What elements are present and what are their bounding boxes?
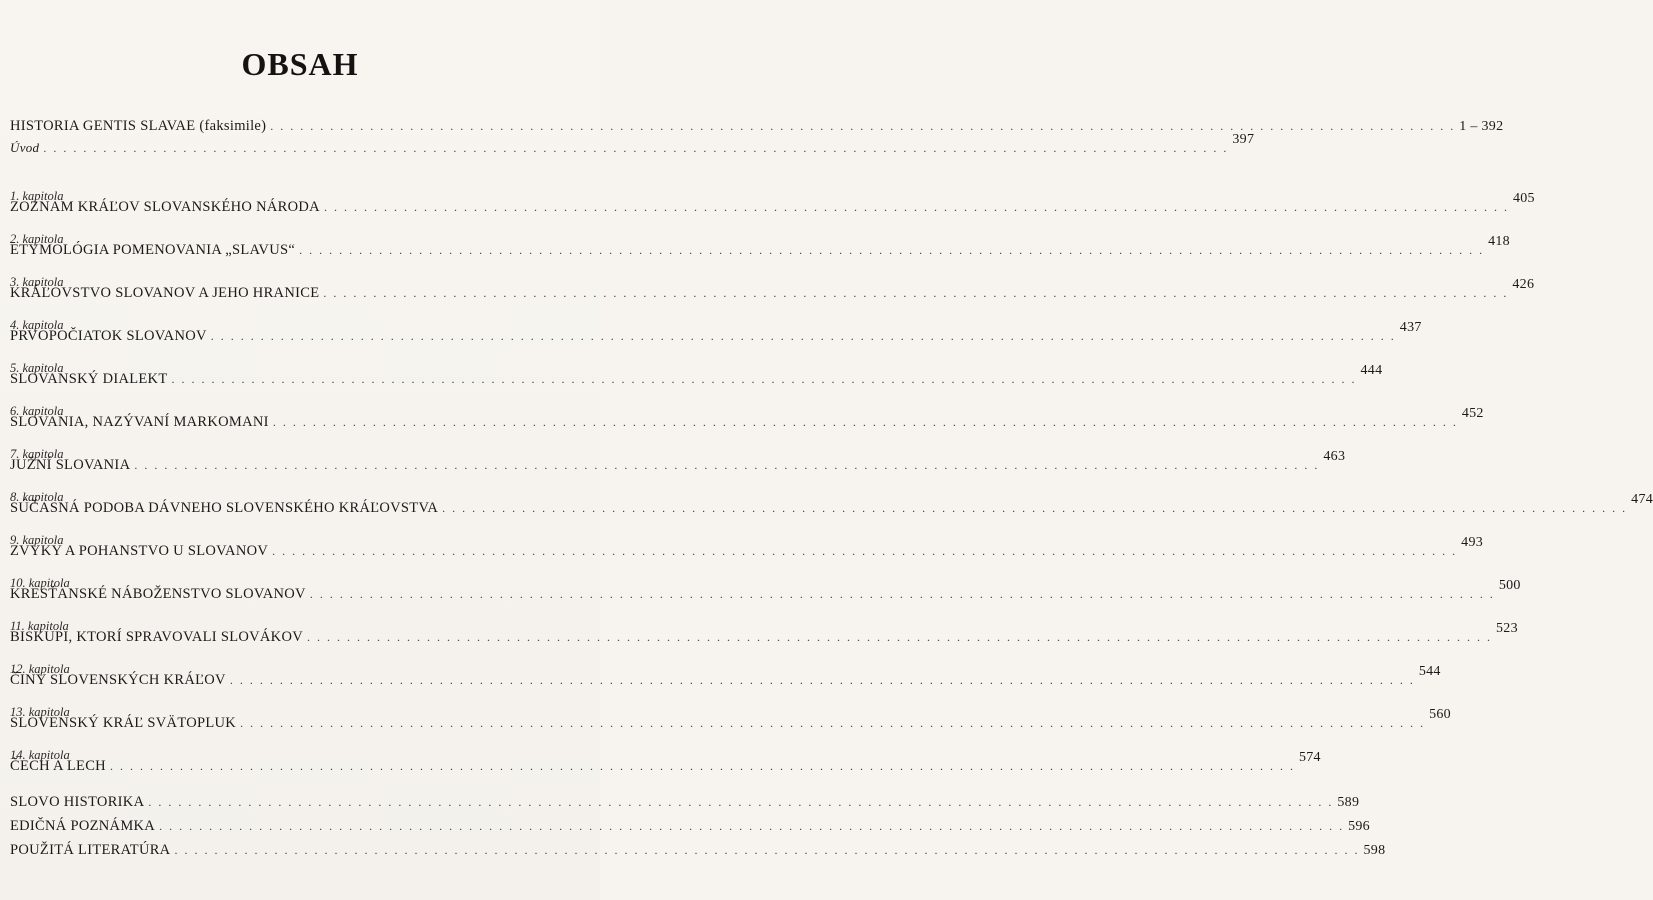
- chapter-title: ČINY SLOVENSKÝCH KRÁĽOV: [10, 672, 226, 688]
- toc-chapter-entry: [10, 661, 1441, 704]
- dot-leader: [324, 200, 1509, 215]
- dot-leader: [310, 587, 1495, 602]
- chapter-title: KRÁĽOVSTVO SLOVANOV A JEHO HRANICE: [10, 285, 320, 301]
- chapter-label: 13. kapitola: [10, 705, 70, 719]
- entry-title: POUŽITÁ LITERATÚRA: [10, 842, 171, 858]
- dot-leader: [211, 329, 1396, 344]
- toc-entry-page: 397: [1232, 132, 1255, 147]
- chapter-title: SLOVANIA, NAZÝVANÍ MARKOMANI: [10, 414, 269, 430]
- chapter-title: ČECH A LECH: [10, 758, 106, 774]
- chapter-page: 560: [1429, 707, 1451, 722]
- chapter-label: 5. kapitola: [10, 361, 64, 375]
- toc-chapter-entry: [10, 618, 1518, 661]
- toc-chapter-entry: [10, 274, 1535, 317]
- chapter-label: 10. kapitola: [10, 576, 70, 590]
- chapter-page: 418: [1488, 234, 1510, 249]
- dot-leader: [270, 119, 1455, 134]
- dot-leader: [148, 790, 1333, 814]
- chapter-page: 452: [1461, 406, 1484, 421]
- chapter-page: 493: [1461, 535, 1484, 550]
- toc-back-matter-entry: [10, 790, 1360, 814]
- dot-leader: [134, 458, 1319, 473]
- entry-page: 598: [1363, 843, 1386, 858]
- toc-chapter-entry: [10, 188, 1535, 231]
- dot-leader: [240, 716, 1425, 731]
- toc-back-matter-entry: [10, 814, 1370, 838]
- chapter-title: JUŽNÍ SLOVANIA: [10, 457, 131, 473]
- chapter-label: 12. kapitola: [10, 662, 70, 676]
- entry-title: SLOVO HISTORIKA: [10, 794, 145, 810]
- table-of-contents: [10, 118, 1653, 862]
- page-title: OBSAH: [241, 46, 359, 82]
- chapter-label: 4. kapitola: [10, 318, 64, 332]
- chapter-title: PRVOPOČIATOK SLOVANOV: [10, 328, 207, 344]
- chapter-page: 437: [1399, 320, 1422, 335]
- dot-leader: [273, 415, 1458, 430]
- chapter-title: SÚČASNÁ PODOBA DÁVNEHO SLOVENSKÉHO KRÁĽOVSTVA: [10, 500, 439, 516]
- dot-leader: [43, 141, 1228, 156]
- chapter-title: SLOVENSKÝ KRÁĽ SVÄTOPLUK: [10, 715, 237, 731]
- chapter-label: 7. kapitola: [10, 447, 64, 461]
- chapter-label: 9. kapitola: [10, 533, 64, 547]
- dot-leader: [323, 286, 1508, 301]
- chapter-title: ZVYKY A POHANSTVO U SLOVANOV: [10, 543, 269, 559]
- toc-entry-title: HISTORIA GENTIS SLAVAE (faksimile): [10, 118, 267, 134]
- toc-entry-facsimile: [10, 118, 1504, 135]
- toc-chapter-entry: [10, 575, 1521, 618]
- dot-leader: [299, 243, 1484, 258]
- dot-leader: [442, 501, 1627, 516]
- toc-chapter-entry: [10, 747, 1321, 790]
- chapter-page: 523: [1496, 621, 1518, 636]
- toc-entry-intro: [10, 132, 1255, 188]
- entry-page: 589: [1337, 795, 1360, 810]
- chapter-label: 2. kapitola: [10, 232, 64, 246]
- chapter-page: 500: [1498, 578, 1521, 593]
- toc-entry-page: 1 – 392: [1459, 119, 1504, 134]
- dot-leader: [159, 814, 1344, 838]
- chapter-page: 574: [1298, 750, 1321, 765]
- chapter-title: SLOVANSKÝ DIALEKT: [10, 371, 168, 387]
- toc-chapter-entry: [10, 446, 1346, 489]
- chapter-page: 474: [1631, 492, 1653, 507]
- dot-leader: [110, 759, 1295, 774]
- dot-leader: [272, 544, 1457, 559]
- chapter-list: [10, 188, 1653, 790]
- toc-chapter-entry: [10, 532, 1484, 575]
- toc-chapter-entry: [10, 704, 1451, 747]
- chapter-label: 8. kapitola: [10, 490, 64, 504]
- chapter-label: 3. kapitola: [10, 275, 64, 289]
- chapter-title: ZOZNAM KRÁĽOV SLOVANSKÉHO NÁRODA: [10, 199, 320, 215]
- chapter-page: 463: [1323, 449, 1346, 464]
- chapter-label: 6. kapitola: [10, 404, 64, 418]
- dot-leader: [174, 838, 1359, 862]
- dot-leader: [307, 630, 1492, 645]
- toc-chapter-entry: [10, 403, 1484, 446]
- toc-entry-title: Úvod: [10, 140, 40, 155]
- entry-title: EDIČNÁ POZNÁMKA: [10, 818, 156, 834]
- chapter-page: 426: [1512, 277, 1535, 292]
- chapter-title: BISKUPI, KTORÍ SPRAVOVALI SLOVÁKOV: [10, 629, 303, 645]
- entry-page: 596: [1348, 819, 1370, 834]
- back-matter-list: [10, 790, 1386, 862]
- chapter-label: 1. kapitola: [10, 189, 64, 203]
- chapter-page: 405: [1512, 191, 1535, 206]
- chapter-page: 444: [1360, 363, 1383, 378]
- toc-chapter-entry: [10, 231, 1510, 274]
- dot-leader: [171, 372, 1356, 387]
- dot-leader: [230, 673, 1415, 688]
- chapter-page: 544: [1418, 664, 1441, 679]
- chapter-title: ETYMOLÓGIA POMENOVANIA „SLAVUS“: [10, 242, 296, 258]
- toc-chapter-entry: [10, 317, 1422, 360]
- chapter-label: 14. kapitola: [10, 748, 70, 762]
- chapter-label: 11. kapitola: [10, 619, 69, 633]
- toc-chapter-entry: [10, 489, 1653, 532]
- toc-chapter-entry: [10, 360, 1383, 403]
- chapter-title: KRESŤANSKÉ NÁBOŽENSTVO SLOVANOV: [10, 586, 306, 602]
- toc-back-matter-entry: [10, 838, 1386, 862]
